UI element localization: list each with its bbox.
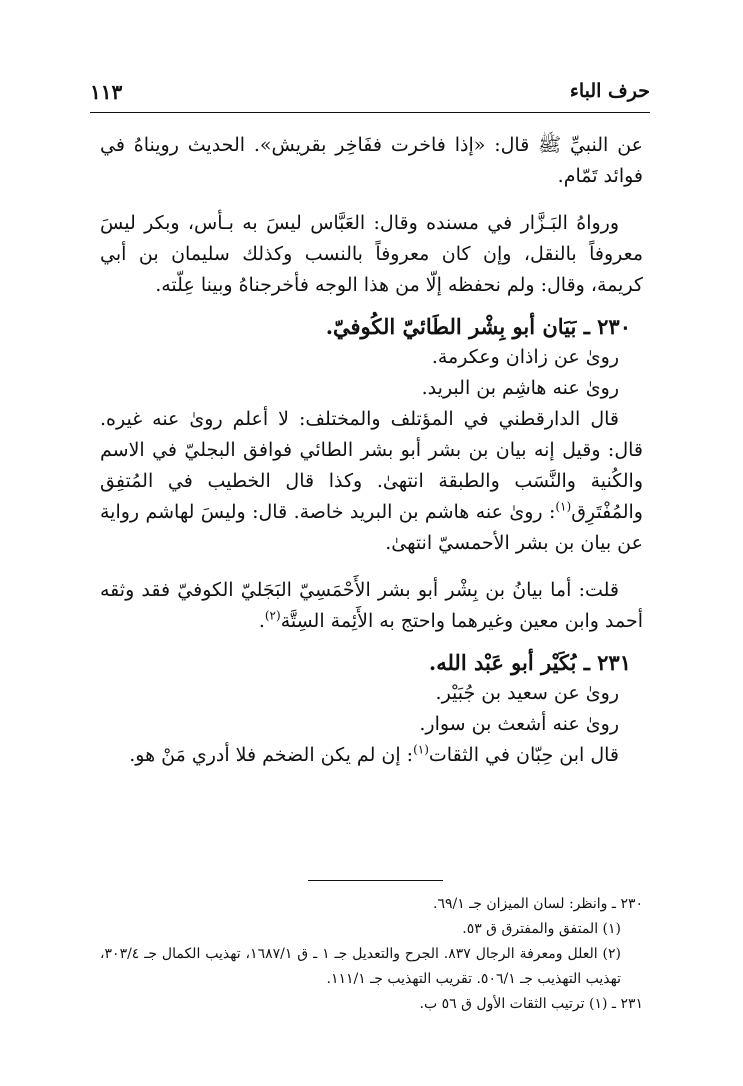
footnote-1: (١) المتفق والمفترق ق ٥٣. [462,921,621,937]
entry-230-narrated-from: روىٰ عن زاذان وعكرمة. [431,346,619,368]
paragraph-daraqutni-text-b: : روىٰ عنه هاشم بن البريد خاصة. قال: وليسَ لهاشم رواية عن بيان بن بشر الأحمسيّ انتهىٰ. [100,501,643,554]
paragraph-daraqutni-text-a: قال الدارقطني في المؤتلف والمختلف: لا أعلم روىٰ عنه غيره. قال: وقيل إنه بيان بن بشر أبو بشر الطائي فوافق البجليّ في الاسم والكُنية والنَّسَب والطبقة انتهىٰ. وكذا قال الخطيب في المُتفِق والمُفْتَرِق [100,408,643,523]
paragraph-ibn-hibban-text-b: : إن لم يكن الضخم فلا أدري مَنْ هو. [129,744,414,766]
entry-231-title: ٢٣١ ـ بُكَيْر أبو عَبْد الله. [428,650,631,675]
entry-230-title: ٢٣٠ ـ بَيَان أبو بِشْر الطَائيّ الكُوفيّ. [325,314,631,339]
paragraph-ibn-hibban-text-a: قال ابن حِبّان في الثقات [428,744,619,766]
footnote-230: ٢٣٠ ـ وانظر: لسان الميزان جـ ٦٩/١. [433,896,643,912]
footnote-ref: (١) [413,742,429,757]
paragraph-qultu-text-b: . [258,610,265,632]
entry-230-narrated-by: روىٰ عنه هاشِم بن البريد. [421,377,619,399]
paragraph-qultu-text-a: قلت: أما بيانُ بن بِشْر أبو بشر الأَحْمَسِيّ البَجَليّ الكوفيّ فقد وثقه أحمد وابن معين وغيرهما واحتج به الأَئِمة السِتَّة [100,579,643,632]
header-rule [90,112,650,113]
paragraph-ibn-hibban [100,740,643,771]
footnote-231: ٢٣١ ـ (١) ترتيب الثقات الأول ق ٥٦ ب. [419,996,643,1012]
footnote-ref: (٢) [264,608,281,623]
page-header [90,80,650,110]
paragraph-qultu [100,575,643,637]
entry-231-narrated-by: روىٰ عنه أشعث بن سوار. [419,713,619,735]
footnote-rule [308,880,443,881]
paragraph-daraqutni [100,404,643,559]
paragraph-bazzar: ورواهُ البَـزَّار في مسنده وقال: العَبَّاس ليسَ به بـأس، وبكر ليسَ معروفاً بالنقل، وإن كان معروفاً بالنسب وكذلك سليمان بن أبي كريمة، وقال: ولم نحفظه إلّا من هذا الوجه فأخرجناهُ وبينا عِلّته. [100,212,643,296]
entry-231-narrated-from: روىٰ عن سعيد بن جُبَيْر. [435,682,619,704]
main-text [100,130,643,771]
page-number: ١١٣ [90,80,123,104]
footnote-ref: (١) [555,499,572,514]
footnotes [100,892,643,1017]
footnote-2: (٢) العلل ومعرفة الرجال ٨٣٧. الجرح والتعديل جـ ١ ـ ق ١٦٨٧/١، تهذيب الكمال جـ ٣٠٣/٤، تهذيب التهذيب جـ ٥٠٦/١. تقريب التهذيب جـ ١١١/١. [100,946,621,987]
running-title: حرف الباء [569,80,650,102]
paragraph-hadith-end: عن النبيِّ ﷺ قال: «إذا فاخرت ففَاخِر بقريش». الحديث رويناهُ في فوائد تَمّام. [100,134,643,187]
